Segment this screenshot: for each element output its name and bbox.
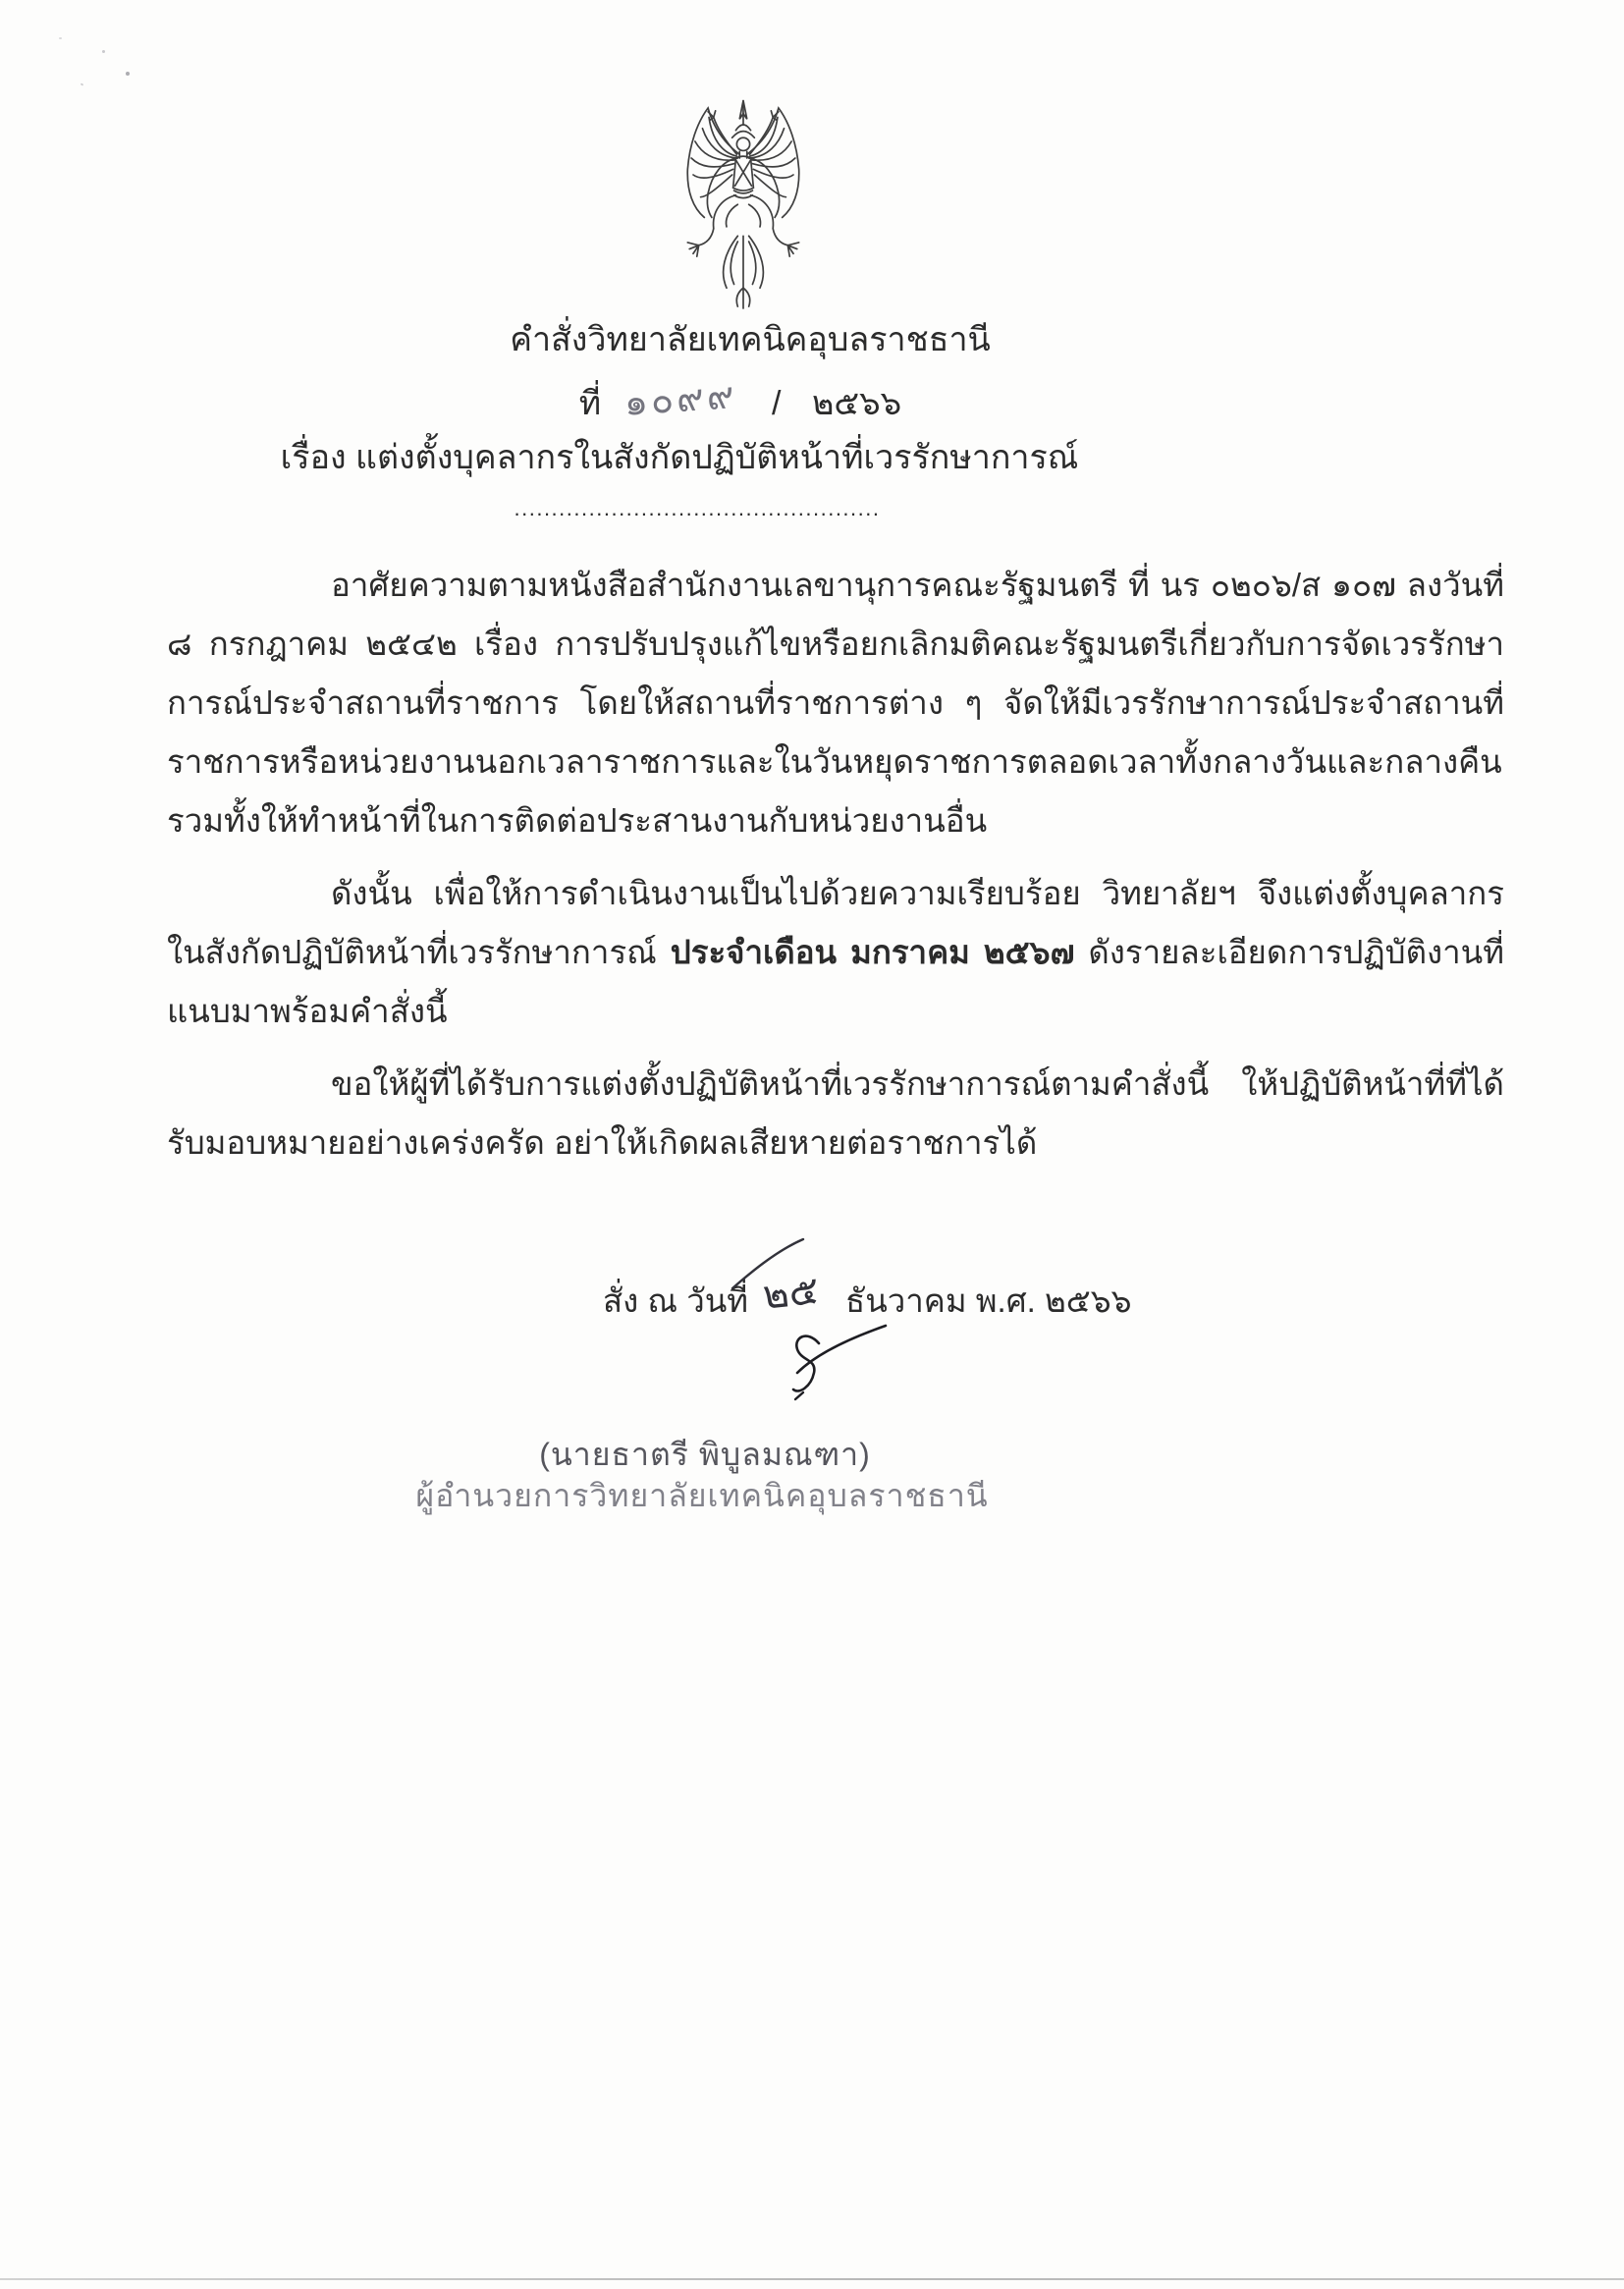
handwritten-flourish-stroke <box>727 1233 809 1294</box>
scan-speck <box>81 82 84 85</box>
signer-name: (นายธาตรี พิบูลมณฑา) <box>539 1437 871 1472</box>
number-year: ๒๕๖๖ <box>811 385 902 422</box>
signature-mark <box>782 1316 897 1402</box>
handwritten-day: ๒๕ <box>761 1269 822 1318</box>
paragraph-2-tail: ดังรายละเอียดการปฏิบัติงานที่แนบมาพร้อมคำสั่งนี้ <box>167 934 1504 1029</box>
number-separator: / <box>772 385 782 422</box>
order-date-suffix: ธันวาคม พ.ศ. ๒๕๖๖ <box>845 1282 1132 1319</box>
dotted-divider: ................................................. <box>514 496 881 520</box>
subject-line: เรื่อง แต่งตั้งบุคลากรในสังกัดปฏิบัติหน้าที่เวรรักษาการณ์ <box>280 439 1079 476</box>
number-prefix: ที่ <box>578 385 602 422</box>
paragraph-2 <box>167 864 1504 1041</box>
document-number-line <box>579 371 902 431</box>
order-date-prefix: สั่ง ณ วันที่ <box>603 1282 749 1319</box>
paragraph-2-text: ดังนั้น เพื่อให้การดำเนินงานเป็นไปด้วยความเรียบร้อย วิทยาลัยฯ จึงแต่งตั้งบุคลากรในสังกัดปฏิบัติหน้าที่เวรรักษาการณ์ <box>167 875 1504 970</box>
paragraph-2-bold-month: ประจำเดือน มกราคม ๒๕๖๗ <box>670 934 1075 970</box>
signer-position: ผู้อำนวยการวิทยาลัยเทคนิคอุบลราชธานี <box>415 1478 989 1513</box>
scan-bottom-edge <box>0 2278 1624 2280</box>
document-body <box>167 556 1504 1186</box>
scan-speck <box>126 72 130 76</box>
paragraph-3: ขอให้ผู้ที่ได้รับการแต่งตั้งปฏิบัติหน้าที่เวรรักษาการณ์ตามคำสั่งนี้ ให้ปฏิบัติหน้าที่ที่ได้รับมอบหมายอย่างเคร่งครัด อย่าให้เกิดผลเสียหายต่อราชการได้ <box>167 1065 1504 1161</box>
handwritten-order-number: ๑๐๙๙ <box>623 375 738 424</box>
garuda-emblem-icon <box>660 96 827 320</box>
scan-speck <box>59 37 62 39</box>
document-title: คำสั่งวิทยาลัยเทคนิคอุบลราชธานี <box>510 321 991 358</box>
scan-speck <box>102 50 105 53</box>
paragraph-1: อาศัยความตามหนังสือสำนักงานเลขานุการคณะรัฐมนตรี ที่ นร ๐๒๐๖/ส ๑๐๗ ลงวันที่ ๘ กรกฎาคม ๒๕๔๒ เรื่อง การปรับปรุงแก้ไขหรือยกเลิกมติคณะรัฐมนตรีเกี่ยวกับการจัดเวรรักษาการณ์ประจำสถานที่ราชการ โดยให้สถานที่ราชการต่าง ๆ จัดให้มีเวรรักษาการณ์ประจำสถานที่ราชการหรือหน่วยงานนอกเวลาราชการและในวันหยุดราชการตลอดเวลาทั้งกลางวันและกลางคืน รวมทั้งให้ทำหน้าที่ในการติดต่อประสานงานกับหน่วยงานอื่น <box>167 567 1504 839</box>
